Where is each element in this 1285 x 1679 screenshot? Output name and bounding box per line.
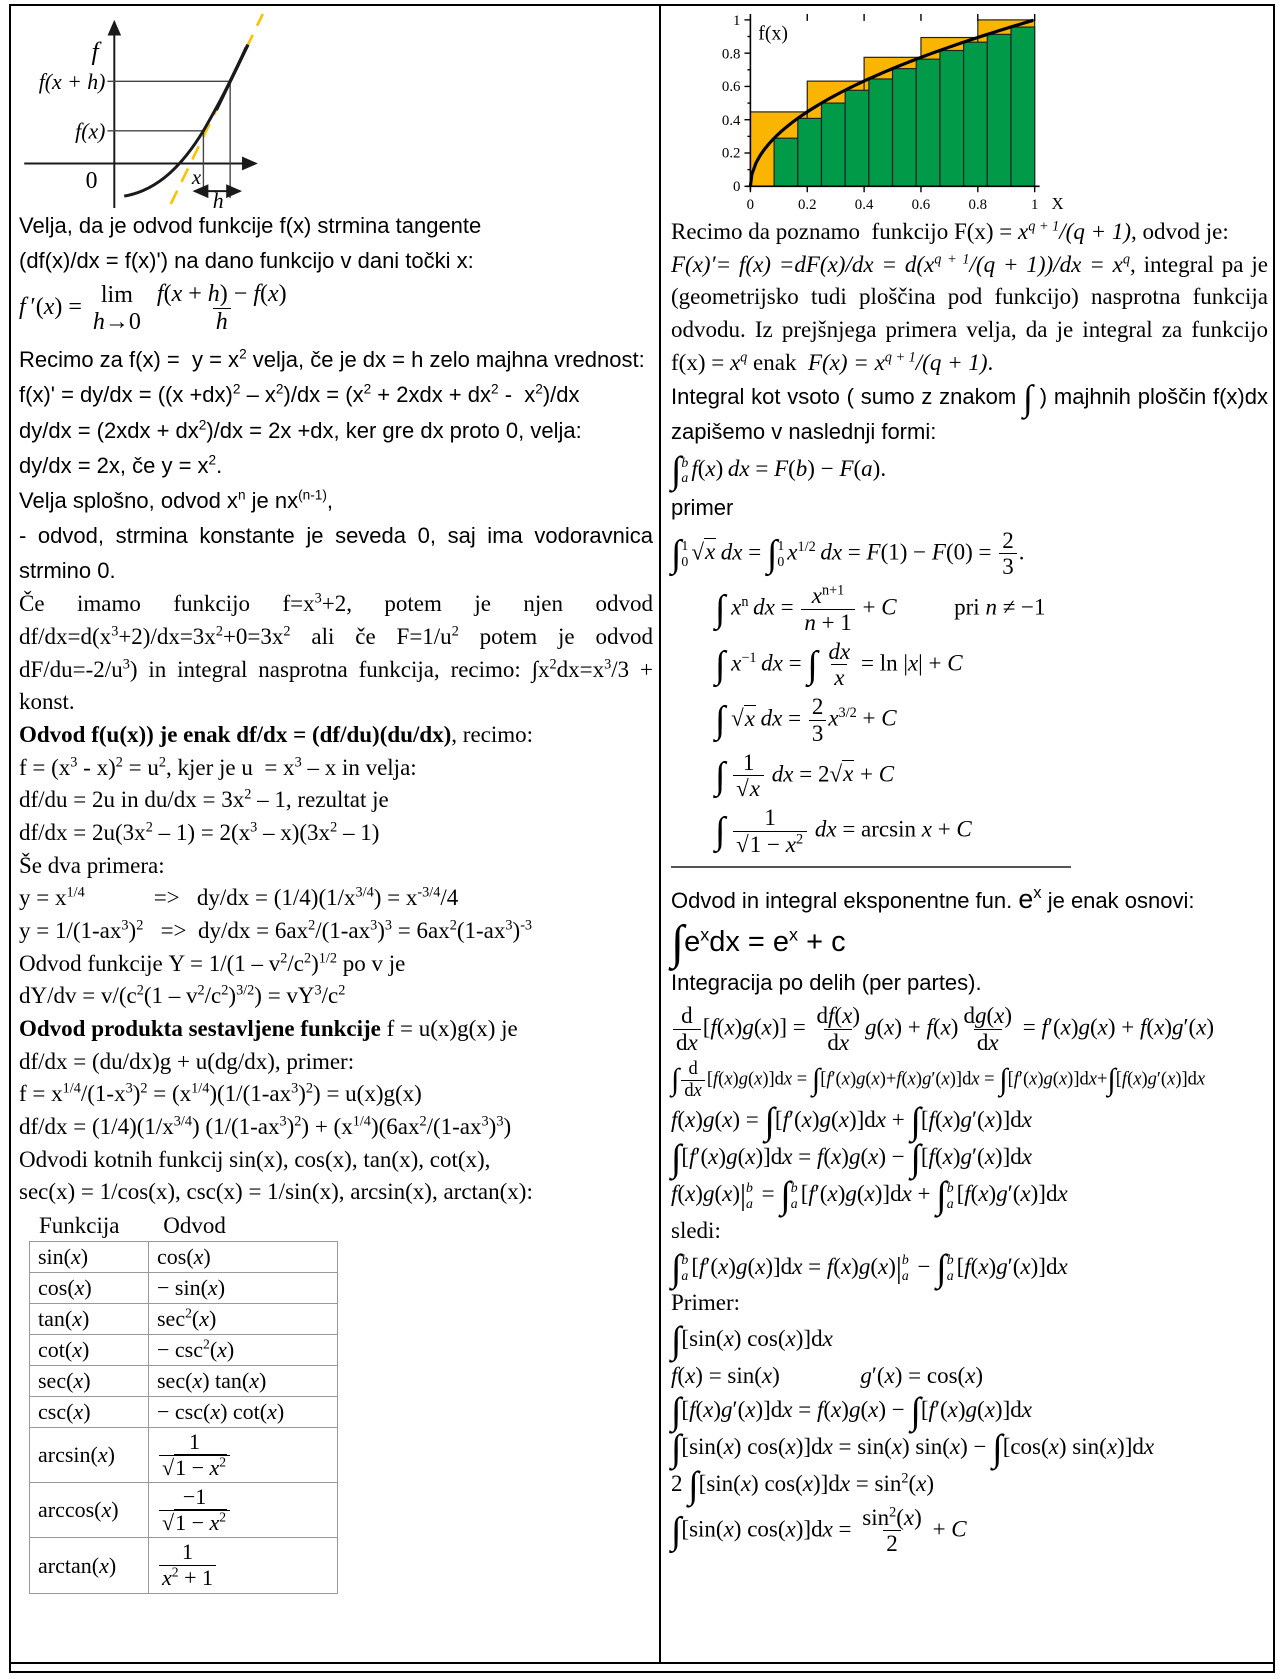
tangent-segment — [216, 45, 248, 110]
trig-dv-cell: cos(x) — [149, 1241, 338, 1272]
power-rule-integral: ∫ $x^n$ dx = $\frac{x^{n+1}}{n + 1}$ + C pri n ≠ −1 — [715, 582, 1046, 635]
trig-dv-cell: − csc(x) cot(x) — [149, 1396, 338, 1427]
left-line-4: Recimo za $f(x) = y = x^2$ velja, če je dx = h zelo majhna vrednost: — [19, 346, 645, 373]
per-partes-formula: ∫[f′(x)g(x)]dx = f(x)g(x) − ∫[f(x)g′(x)]dx — [671, 1137, 1032, 1180]
table-row — [30, 1303, 338, 1334]
trig-fn-cell: cos(x) — [30, 1272, 149, 1303]
trig-table-header — [39, 1213, 653, 1239]
riemann-bar — [987, 34, 1011, 186]
trig-table-header-funkcija: Funkcija — [39, 1212, 120, 1238]
right-line-3: Integral kot vsoto ( sumo z znakom ∫ ) majhnih ploščin f(x)dx zapišemo v naslednji formi: — [671, 378, 1268, 445]
trig-dv-cell: $\sec^2(x)$ — [149, 1303, 338, 1334]
left-line-19: $d\Upsilon/dv = v/(c^2(1 - v^2/c^2)^{3/2}) = v\Upsilon^3/c^2$ — [19, 982, 346, 1009]
y-tick-label: 0.2 — [721, 145, 741, 162]
f-g-definitions: f(x) = sin(x) g′(x) = cos(x) — [671, 1362, 984, 1388]
riemann-bar — [821, 103, 845, 186]
left-line-22: $f = x^{1/4}/(1-x^3)^2 = (x^{1/4})(1/(1-ax^3)^2) = u(x)g(x)$ — [19, 1080, 422, 1107]
left-line-7: dy/dx = 2x, če $y = x^2$. — [19, 452, 223, 478]
left-line-15: Še dva primera: — [19, 852, 165, 878]
left-line-14: $df/dx = 2u(3x^2 - 1) = 2(x^3 - x)(3x^2 - 1)$ — [19, 819, 380, 846]
per-partes-applied: ∫[f(x)g′(x)]dx = f(x)g(x) − ∫[f′(x)g(x)]dx — [671, 1390, 1032, 1433]
x-tick-label: 0.6 — [911, 197, 931, 214]
table-row — [30, 1427, 338, 1482]
riemann-bar — [774, 138, 798, 186]
table-row — [30, 1538, 338, 1593]
riemann-bar — [916, 59, 940, 186]
x-axis-title: X — [1051, 194, 1064, 214]
curve-label: f(x) — [758, 22, 789, 45]
trig-table-header-odvod: Odvod — [163, 1212, 226, 1238]
table-row — [30, 1483, 338, 1538]
primer-label: primer — [671, 494, 734, 520]
trig-fn-cell: arcsin(x) — [30, 1427, 149, 1482]
tangent-diagram — [19, 10, 271, 208]
trig-dv-cell: $\frac{-1}{√1 - x^2}$ — [149, 1483, 338, 1538]
chain-rule-heading: Odvod f(u(x)) je enak df/dx = (df/du)(du/dx), recimo: — [19, 722, 534, 748]
trig-fn-cell: arctan(x) — [30, 1538, 149, 1593]
left-line-5: $f(x)' = dy/dx = ((x +dx)^2 - x^2)/dx = (x^2 + 2xdx + dx^2 - x^2)/dx$ — [19, 381, 580, 408]
riemann-bar — [964, 42, 988, 186]
fg-equals-integrals: f(x)g(x) = ∫[f′(x)g(x)]dx + ∫[f(x)g′(x)]dx — [671, 1101, 1032, 1143]
trig-dv-cell: $\frac{1}{√1 - x^2}$ — [149, 1427, 338, 1482]
y-tick-label: 0.4 — [721, 112, 741, 129]
fx-label: f(x) — [75, 119, 106, 144]
fxh-label: f(x + h) — [38, 70, 106, 95]
trig-fn-cell: arccos(x) — [30, 1483, 149, 1538]
reciprocal-integral: ∫ $x^{-1}$ dx = ∫ $\frac{dx}{x}$ = ln |x| + C — [715, 638, 963, 691]
left-column — [11, 6, 659, 1663]
left-line-13: df/du = 2u in $du/dx = 3x^2 - 1$, rezultat je — [19, 786, 389, 813]
exponential-integral: $\int e^xdx = e^x + c$ — [671, 915, 846, 969]
trig-dv-cell: sec(x) tan(x) — [149, 1365, 338, 1396]
sqrt-integral-example: ∫ 1 0 √x dx = ∫ 1 0 $x^{1/2}$ dx = F(1) − F(0) = $\frac{2}{3}$ . — [671, 527, 1025, 580]
x-tick-label: 0.8 — [968, 197, 988, 214]
product-integral-expansion: ∫ $\frac{d}{dx}$ [f(x)g(x)]dx = ∫[f′(x)g(x)+f(x)g′(x)]dx = ∫[f′(x)g(x)]dx+∫[f(x)g′(x)]dx — [671, 1058, 1206, 1101]
trig-fn-cell: csc(x) — [30, 1396, 149, 1427]
right-column — [659, 6, 1276, 1663]
riemann-bar — [798, 118, 822, 186]
fg-evaluated-formula: f(x)g(x)| b a = ∫ b a [f′(x)g(x)]dx + ∫ b a [f(x)g′(x)]dx — [671, 1174, 1068, 1217]
derivative-limit-formula: f ′(x) = lim h→0 $\frac{f(x + h) - f(x)}{h}$ — [19, 281, 287, 336]
left-line-2: (df(x)/dx = f(x)') na dano funkcijo v dani točki x: — [19, 248, 474, 274]
arcsin-integral: ∫ $\frac{1}{√1 - x^2}$ dx = arcsin x + C — [715, 805, 972, 857]
riemann-bar — [845, 90, 869, 186]
sledi-label: sledi: — [671, 1217, 721, 1243]
left-line-8: Velja splošno, odvod $x^n$ je $nx^{(n-1)}$, — [19, 487, 334, 513]
riemann-bar — [940, 51, 964, 187]
x-tick-label: 1 — [1030, 197, 1039, 214]
product-derivative-formula: $\frac{d}{dx}$ [f(x)g(x)] = $\frac{df(x)}{dx}$ g(x) + f(x) $\frac{dg(x)}{dx}$ = f′(x)g(x) + f(x)g′(x) — [671, 1003, 1268, 1056]
left-line-25: sec(x) = 1/cos(x), csc(x) = 1/sin(x), arcsin(x), arctan(x): — [19, 1179, 533, 1205]
section-divider — [671, 866, 1071, 868]
f-axis-label: f — [91, 36, 99, 66]
x-tick-label: 0.4 — [854, 197, 874, 214]
definite-integral-formula: ∫ b a f(x) dx = F(b) − F(a). — [671, 449, 887, 492]
h-label: h — [212, 189, 224, 208]
final-result: ∫[sin(x) cos(x)]dx = $\frac{\sin^2(x)}{2}$ + C — [671, 1503, 967, 1557]
table-row — [30, 1334, 338, 1365]
y-ticks — [744, 20, 750, 186]
trig-derivatives-table — [29, 1241, 338, 1594]
trig-fn-cell: sin(x) — [30, 1241, 149, 1272]
x-ticks — [750, 186, 1034, 192]
table-row — [30, 1396, 338, 1427]
left-line-9: - odvod, strmina konstante je seveda 0, saj ima vodoravnica strmino 0. — [19, 523, 653, 584]
x-label: x — [191, 166, 202, 190]
trig-fn-cell: tan(x) — [30, 1303, 149, 1334]
left-line-16: $y = x^{1/4}$ => $dy/dx = (1/4)(1/x^{3/4}) = x^{-3/4}/4$ — [19, 884, 459, 911]
exponential-heading: Odvod in integral eksponentne fun. $e^x$ je enak osnovi: — [671, 882, 1195, 914]
x-tick-label: 0.2 — [797, 197, 817, 214]
double-integral-result: 2 ∫[sin(x) $\cos(x)]dx = \sin^2(x)$ — [671, 1464, 935, 1507]
left-line-24: Odvodi kotnih funkcij sin(x), cos(x), tan(x), cot(x), — [19, 1146, 491, 1172]
y-tick-label: 0.8 — [721, 46, 741, 63]
sincos-integral: ∫[sin(x) cos(x)]dx — [671, 1319, 833, 1362]
right-line-1: Recimo da poznamo funkcijo $F(x) = x^{q + 1}/(q + 1)$, odvod je: — [671, 218, 1229, 244]
primer-label-2: Primer: — [671, 1290, 740, 1316]
left-line-17: $y = 1/(1-ax^3)^2 => dy/dx = 6ax^2/(1-ax^3)^3 = 6ax^2(1-ax^3)^{-3}$ — [19, 917, 533, 943]
x-tick-label: 0 — [746, 197, 755, 214]
y-tick-label: 0.6 — [721, 79, 741, 96]
y-tick-label: 0 — [733, 179, 741, 196]
y-tick-label: 1 — [733, 12, 741, 29]
trig-dv-cell: − $\csc^2(x)$ — [149, 1334, 338, 1365]
per-partes-heading: Integracija po delih (per partes). — [671, 970, 982, 996]
riemann-chart — [701, 8, 1091, 216]
definite-per-partes: ∫ b a [f′(x)g(x)]dx = f(x)g(x)| b a − ∫ b a [f(x)g′(x)]dx — [671, 1247, 1068, 1290]
trig-dv-cell: $\frac{1}{x^2 + 1}$ — [149, 1538, 338, 1593]
trig-fn-cell: sec(x) — [30, 1365, 149, 1396]
left-line-6: $dy/dx = (2xdx + dx^2)/dx = 2x +dx$, ker gre dx proto 0, velja: — [19, 417, 582, 443]
riemann-bar — [893, 69, 917, 187]
trig-fn-cell: cot(x) — [30, 1334, 149, 1365]
riemann-bar — [1011, 27, 1035, 186]
sincos-expansion: ∫[sin(x) cos(x)]dx = sin(x) sin(x) − ∫[cos(x) sin(x)]dx — [671, 1427, 1155, 1470]
left-line-18: Odvod funkcije $\Upsilon = 1/(1 - v^2/c^2)^{1/2}$ po v je — [19, 950, 406, 976]
product-rule-heading: Odvod produkta sestavljene funkcije f = u(x)g(x) je — [19, 1015, 518, 1041]
table-row — [30, 1241, 338, 1272]
left-line-21: df/dx = (du/dx)g + u(dg/dx), primer: — [19, 1048, 355, 1074]
sqrt-integral: ∫ √x dx = $\frac{2}{3}$ $x^{3/2} + C$ — [715, 694, 897, 746]
right-paragraph-integral: $F(x)'= f(x) =dF(x)/dx = d(x^{q + 1}/(q + 1))/dx = x^q$, integral pa je (geometrijsko tudi ploščina pod funkcijo) nasprotna funkcija odvodu. Iz prejšnjega primera velja, da je integral za funkcijo $f(x) = x^q$ enak $F(x) = x^{q + 1}/(q + 1)$. — [671, 251, 1268, 375]
inverse-sqrt-integral: ∫ $\frac{1}{√x}$ dx = 2√x + C — [715, 749, 895, 802]
left-line-23: $df/dx = (1/4)(1/x^{3/4}) (1/(1-ax^3)^2) + (x^{1/4})(6ax^2/(1-ax^3)^3)$ — [19, 1113, 512, 1139]
riemann-bar — [869, 79, 893, 186]
bottom-table-row — [9, 1662, 1275, 1675]
left-line-1: Velja, da je odvod funkcije f(x) strmina tangente — [19, 213, 482, 238]
left-line-12: $f = (x^3 - x)^2 = u^2$, kjer je $u = x^3 - x$ in velja: — [19, 754, 417, 780]
origin-label: 0 — [85, 168, 98, 195]
left-paragraph-odvod-integral: Če imamo funkcijo $f=x^3+2$, potem je njen odvod $df/dx=d(x^3+2)/dx=3x^2+0=3x^2$ ali če $F=1/u^2$ potem je odvod $dF/du=-2/u^3$) in integral nasprotna funkcija, recimo: $\int x^2dx=x^3/3$ + konst. — [19, 590, 654, 715]
table-row — [30, 1365, 338, 1396]
table-row — [30, 1272, 338, 1303]
trig-dv-cell: − sin(x) — [149, 1272, 338, 1303]
